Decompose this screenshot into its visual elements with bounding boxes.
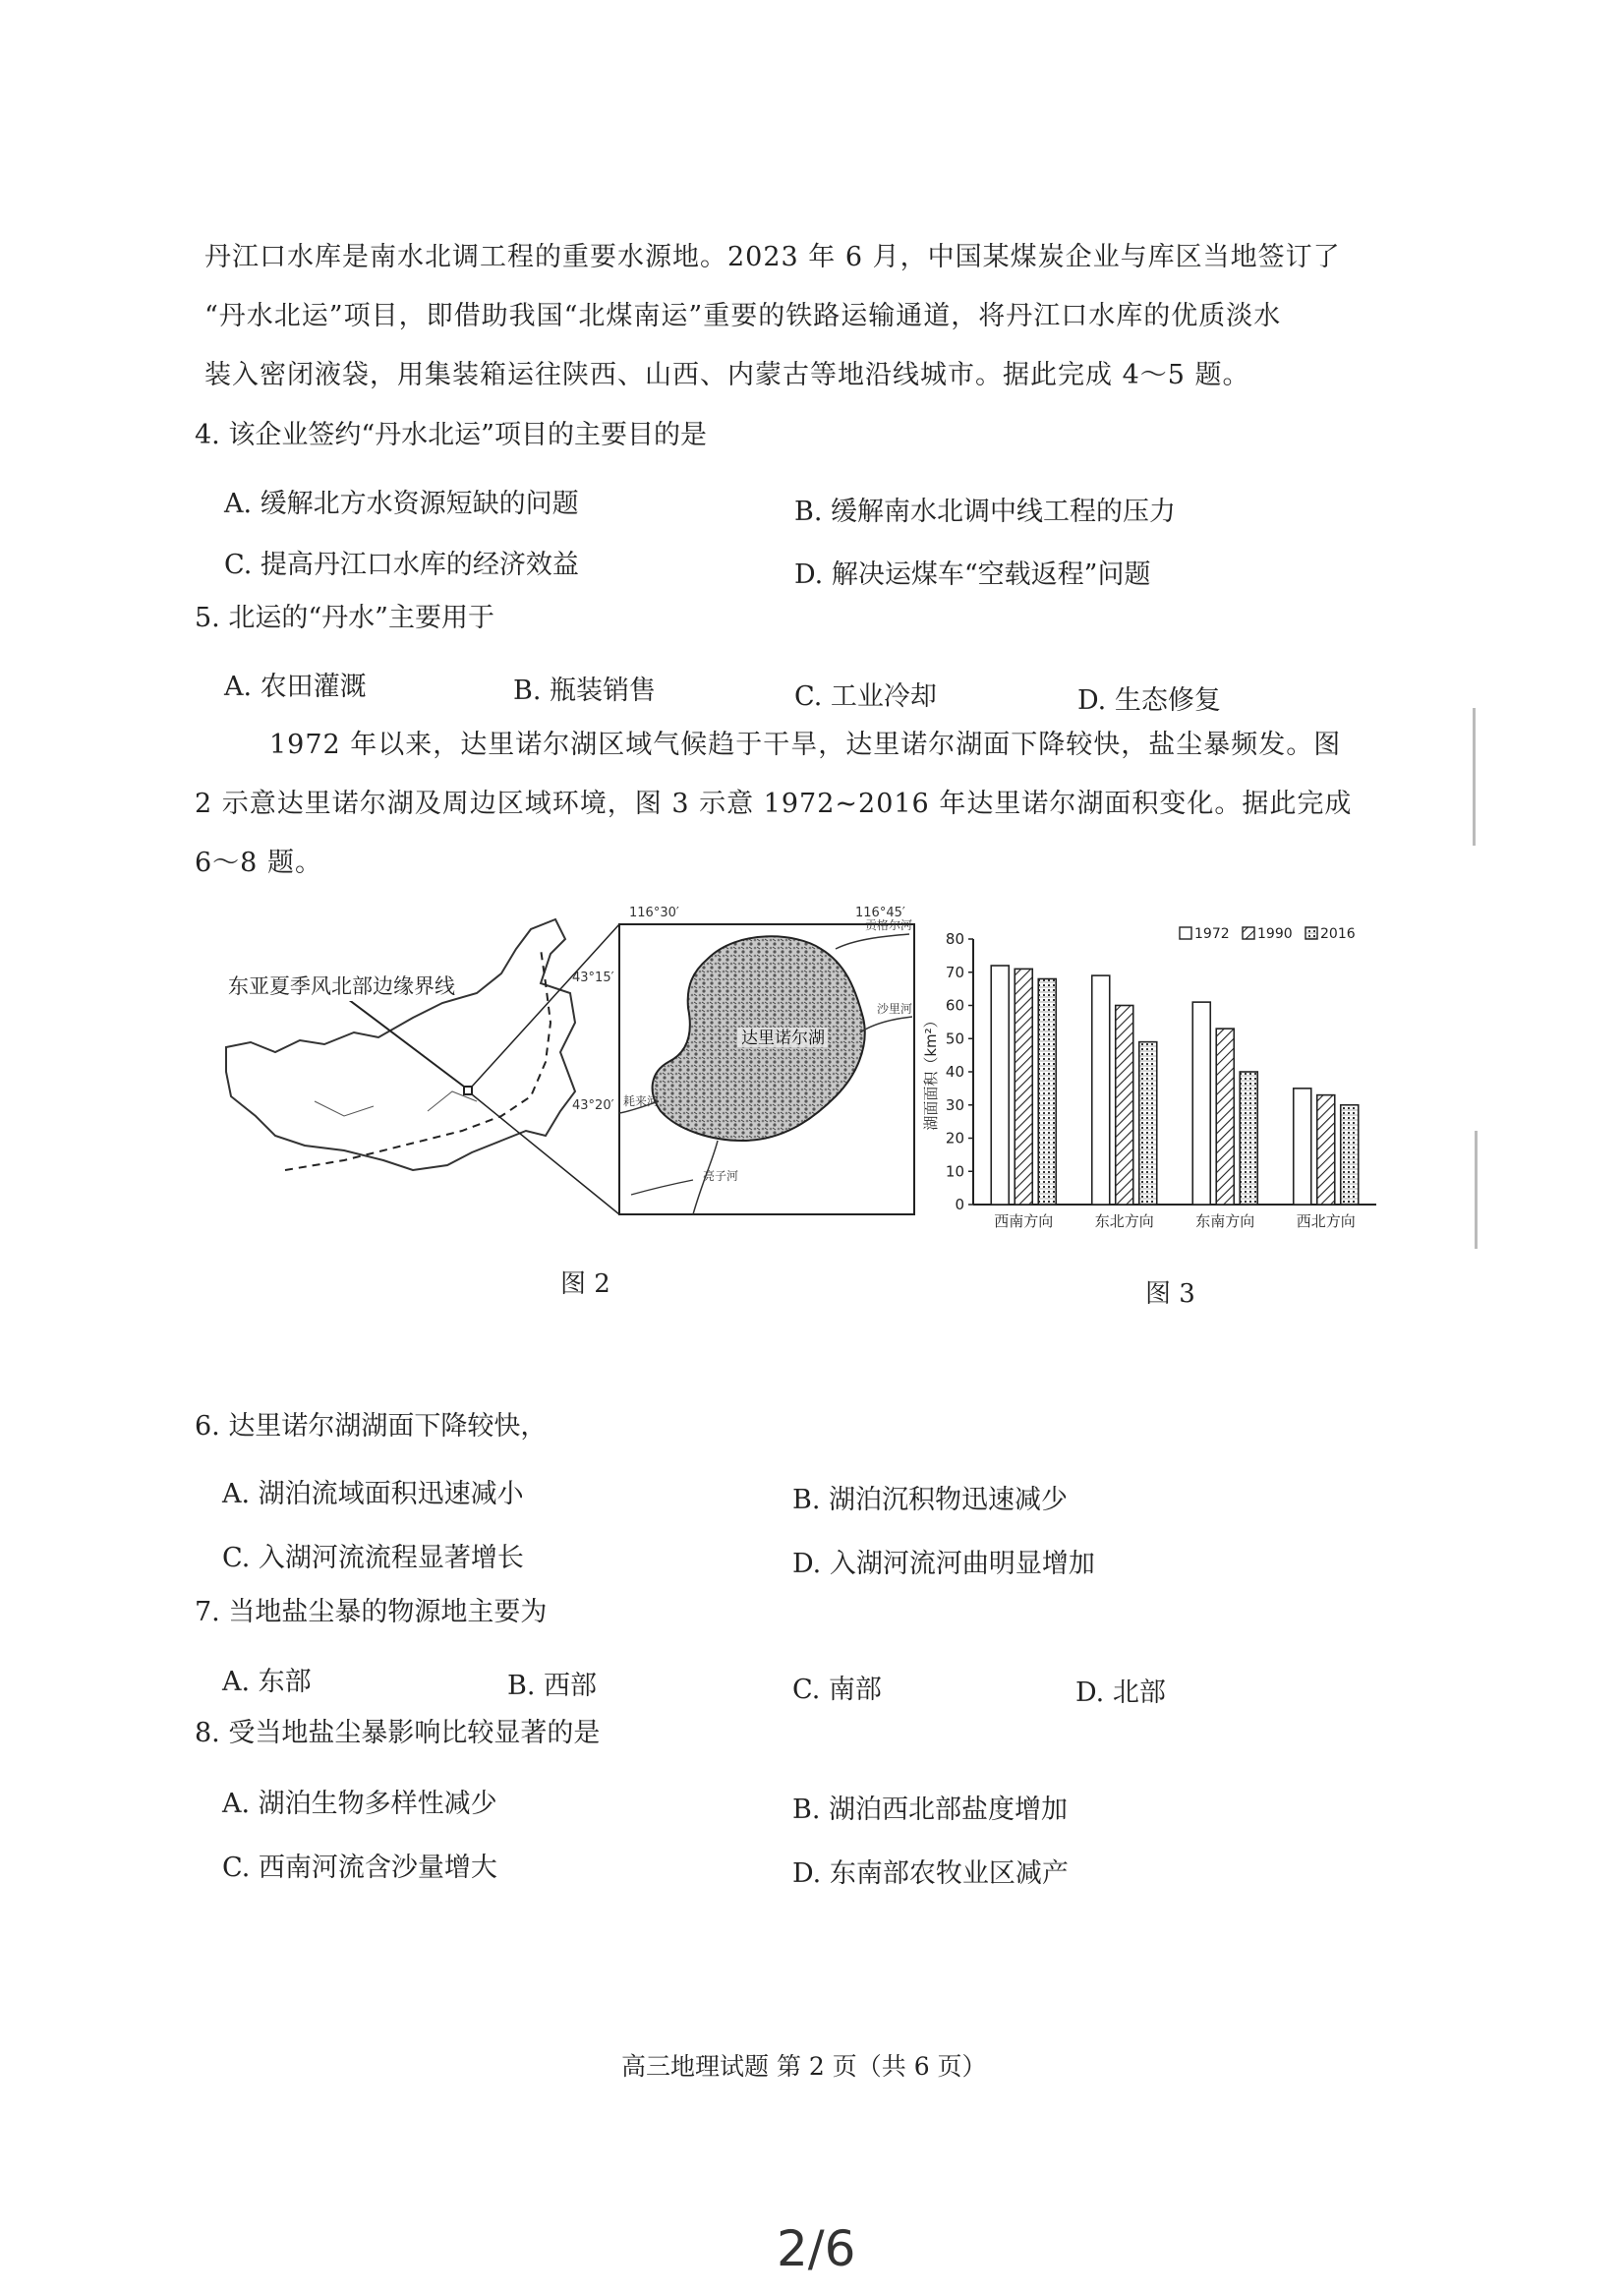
figure-3-bar-chart [914,919,1396,1244]
figure-2-map [206,895,924,1219]
intro2-line-2: 2 示意达里诺尔湖及周边区域环境，图 3 示意 1972~2016 年达里诺尔湖面积变化。据此完成 [195,789,1353,819]
lon-label-2: 116°45′ [855,906,905,920]
intro-paragraph-1 [204,228,1341,405]
question-5-option-b: B. 瓶装销售 [513,676,657,706]
question-8-option-a: A. 湖泊生物多样性减少 [222,1789,497,1819]
legend-swatch-2016 [1305,927,1317,939]
question-4-option-d: D. 解决运煤车“空载返程”问题 [794,559,1151,590]
intro-line-2: “丹水北运”项目，即借助我国“北煤南运”重要的铁路运输通道，将丹江口水库的优质淡水 [204,301,1282,331]
y-tick-label: 40 [945,1063,964,1081]
bar-1990-1 [1116,1006,1133,1206]
bar-2016-2 [1240,1072,1257,1205]
y-tick-label: 0 [955,1196,964,1213]
page-footer: 高三地理试题 第 2 页（共 6 页） [621,2052,987,2081]
bar-1972-2 [1192,1002,1210,1205]
intro-line-3: 装入密闭液袋，用集装箱运往陕西、山西、内蒙古等地沿线城市。据此完成 4～5 题。 [204,360,1250,390]
bar-2016-1 [1139,1042,1157,1205]
lake-label: 达里诺尔湖 [741,1029,825,1048]
river-label-4: 亮子河 [703,1169,739,1183]
question-5-option-a: A. 农田灌溉 [224,672,367,702]
bar-1972-0 [991,966,1009,1205]
river-label-1: 贡格尔河 [865,918,913,932]
lat-label-1: 43°15′ [572,971,614,985]
intro-line-1: 丹江口水库是南水北调工程的重要水源地。2023 年 6 月，中国某煤炭企业与库区当地签订了 [204,242,1341,272]
scan-edge-mark [1475,1131,1478,1249]
intro2-line-1: 1972 年以来，达里诺尔湖区域气候趋于干旱，达里诺尔湖面下降较快，盐尘暴频发。图 [269,730,1342,760]
y-tick-label: 10 [945,1162,964,1181]
bar-1972-3 [1294,1089,1311,1205]
category-label: 东南方向 [1195,1212,1255,1230]
question-6-option-a: A. 湖泊流域面积迅速减小 [222,1479,524,1509]
region-outline [226,919,575,1170]
question-4-option-c: C. 提高丹江口水库的经济效益 [224,550,579,580]
category-label: 西南方向 [994,1212,1054,1230]
question-7-option-a: A. 东部 [222,1667,312,1697]
monsoon-boundary-label: 东亚夏季风北部边缘界线 [228,974,455,998]
question-8-option-d: D. 东南部农牧业区减产 [792,1858,1069,1889]
lon-label-1: 116°30′ [629,906,679,920]
legend-label: 1972 [1194,926,1230,942]
category-label: 东北方向 [1094,1212,1154,1230]
question-7-option-b: B. 西部 [507,1671,598,1701]
y-tick-label: 80 [945,930,964,948]
bar-2016-3 [1341,1105,1359,1205]
question-7-option-d: D. 北部 [1075,1678,1166,1708]
bar-1990-2 [1216,1029,1234,1205]
river-label-2: 沙里河 [877,1002,913,1016]
legend-label: 2016 [1320,926,1356,942]
question-6-stem: 6. 达里诺尔湖湖面下降较快， [195,1411,548,1442]
question-4-stem: 4. 该企业签约“丹水北运”项目的主要目的是 [195,420,707,450]
figure-3-caption: 图 3 [1145,1279,1195,1309]
question-8-option-b: B. 湖泊西北部盐度增加 [792,1795,1069,1825]
bar-1990-0 [1015,969,1032,1205]
y-tick-label: 30 [945,1095,964,1114]
question-4-option-a: A. 缓解北方水资源短缺的问题 [224,489,579,519]
legend-label: 1990 [1257,926,1293,942]
y-tick-label: 70 [945,963,964,981]
question-6-option-d: D. 入湖河流河曲明显增加 [792,1549,1095,1579]
y-axis-label: 湖面面积（km²） [922,1013,940,1131]
figure-2-caption: 图 2 [560,1269,610,1299]
question-7-stem: 7. 当地盐尘暴的物源地主要为 [195,1597,548,1627]
question-8-option-c: C. 西南河流含沙量增大 [222,1853,497,1883]
intro2-line-3: 6～8 题。 [195,848,322,878]
y-tick-label: 60 [945,996,964,1015]
question-8-stem: 8. 受当地盐尘暴影响比较显著的是 [195,1718,601,1748]
y-tick-label: 20 [945,1129,964,1148]
category-label: 西北方向 [1296,1212,1356,1230]
bar-2016-0 [1038,979,1056,1206]
question-5-option-c: C. 工业冷却 [794,681,937,712]
bar-1990-3 [1317,1095,1335,1205]
question-6-option-b: B. 湖泊沉积物迅速减少 [792,1485,1069,1515]
y-tick-label: 50 [945,1030,964,1048]
question-5-stem: 5. 北运的“丹水”主要用于 [195,603,494,633]
question-5-option-d: D. 生态修复 [1077,685,1221,716]
question-6-option-c: C. 入湖河流流程显著增长 [222,1543,524,1573]
lat-label-2: 43°20′ [572,1098,614,1113]
lake-location-marker [464,1087,472,1094]
scan-edge-mark [1473,708,1476,846]
intro-paragraph-2 [195,716,1352,893]
question-4-option-b: B. 缓解南水北调中线工程的压力 [794,497,1177,527]
river-label-3: 耗来河 [623,1094,660,1108]
question-7-option-c: C. 南部 [792,1675,882,1705]
legend-swatch-1972 [1180,927,1191,939]
bar-1972-1 [1092,975,1110,1205]
page-indicator: 2/6 [777,2220,856,2277]
legend-swatch-1990 [1243,927,1254,939]
